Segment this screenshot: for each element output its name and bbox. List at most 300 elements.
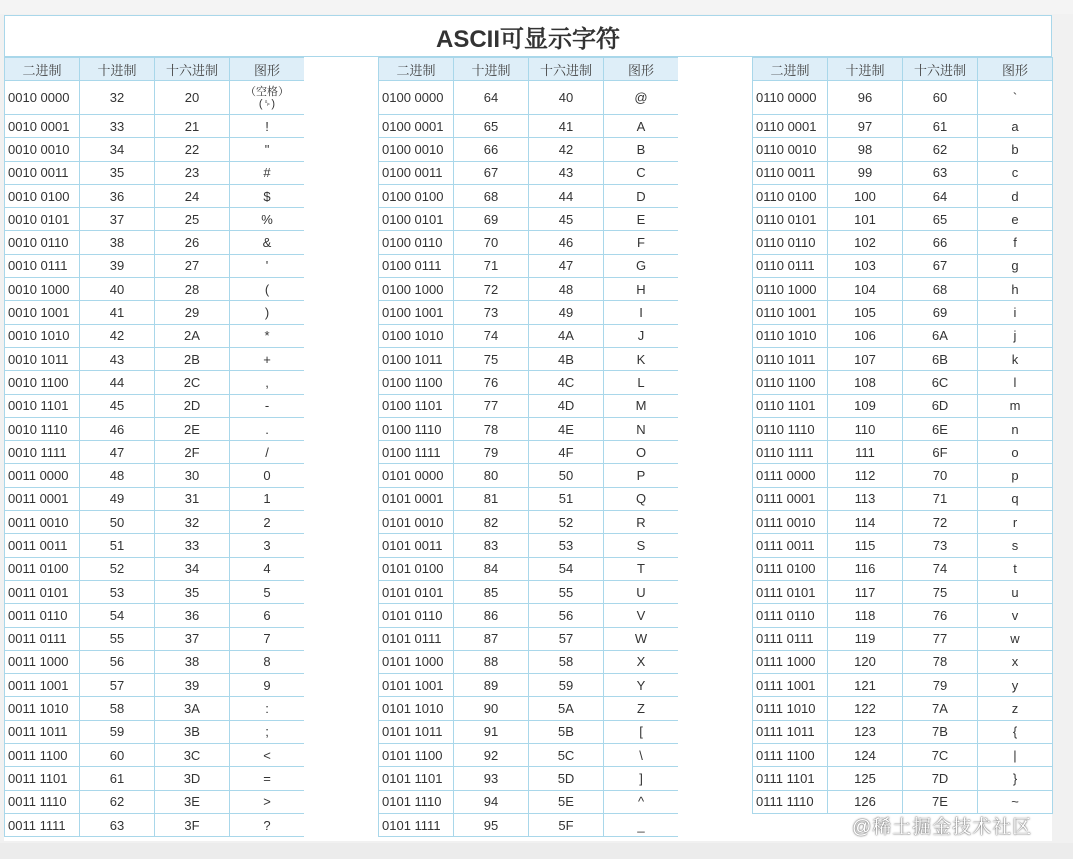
decimal-cell: 126 — [828, 790, 903, 813]
hex-cell: 25 — [155, 208, 230, 231]
decimal-cell: 36 — [80, 184, 155, 207]
binary-cell: 0010 0000 — [5, 81, 80, 115]
binary-cell: 0101 1011 — [379, 720, 454, 743]
header-decimal: 十进制 — [80, 58, 155, 81]
hex-cell: 68 — [903, 278, 978, 301]
decimal-cell: 88 — [454, 650, 529, 673]
decimal-cell: 116 — [828, 557, 903, 580]
decimal-cell: 69 — [454, 208, 529, 231]
bottom-bar — [0, 843, 1073, 859]
decimal-cell: 83 — [454, 534, 529, 557]
table-row — [379, 371, 679, 394]
hex-cell: 7E — [903, 790, 978, 813]
table-row — [5, 371, 305, 394]
glyph-cell: ) — [230, 301, 305, 324]
decimal-cell: 85 — [454, 580, 529, 603]
decimal-cell: 105 — [828, 301, 903, 324]
glyph-cell — [230, 81, 305, 115]
binary-cell: 0111 1101 — [753, 767, 828, 790]
glyph-cell: / — [230, 441, 305, 464]
watermark: @稀土掘金技术社区 — [852, 817, 1033, 838]
decimal-cell: 90 — [454, 697, 529, 720]
decimal-cell: 76 — [454, 371, 529, 394]
hex-cell: 21 — [155, 115, 230, 138]
table-row — [5, 208, 305, 231]
hex-cell: 49 — [529, 301, 604, 324]
hex-cell: 26 — [155, 231, 230, 254]
table-row — [5, 324, 305, 347]
ascii-table-3 — [752, 57, 1053, 814]
hex-cell: 55 — [529, 580, 604, 603]
table-row — [379, 767, 679, 790]
decimal-cell: 117 — [828, 580, 903, 603]
glyph-cell: _ — [604, 813, 679, 836]
decimal-cell: 65 — [454, 115, 529, 138]
binary-cell: 0011 0101 — [5, 580, 80, 603]
decimal-cell: 37 — [80, 208, 155, 231]
decimal-cell: 46 — [80, 417, 155, 440]
decimal-cell: 111 — [828, 441, 903, 464]
binary-cell: 0101 0101 — [379, 580, 454, 603]
glyph-cell: c — [978, 161, 1053, 184]
binary-cell: 0101 0000 — [379, 464, 454, 487]
glyph-cell: h — [978, 278, 1053, 301]
glyph-cell: v — [978, 604, 1053, 627]
glyph-cell: L — [604, 371, 679, 394]
glyph-cell: Q — [604, 487, 679, 510]
glyph-cell: s — [978, 534, 1053, 557]
binary-cell: 0101 0110 — [379, 604, 454, 627]
glyph-cell: N — [604, 417, 679, 440]
binary-cell: 0010 0101 — [5, 208, 80, 231]
binary-cell: 0110 0000 — [753, 81, 828, 115]
table-row — [379, 161, 679, 184]
table-row — [5, 441, 305, 464]
decimal-cell: 43 — [80, 347, 155, 370]
binary-cell: 0100 0010 — [379, 138, 454, 161]
binary-cell: 0011 1011 — [5, 720, 80, 743]
space-symbol: (␠) — [258, 97, 276, 110]
decimal-cell: 48 — [80, 464, 155, 487]
table-row — [379, 184, 679, 207]
hex-cell: 43 — [529, 161, 604, 184]
hex-cell: 70 — [903, 464, 978, 487]
decimal-cell: 35 — [80, 161, 155, 184]
binary-cell: 0011 1111 — [5, 813, 80, 836]
decimal-cell: 91 — [454, 720, 529, 743]
binary-cell: 0010 0010 — [5, 138, 80, 161]
hex-cell: 2D — [155, 394, 230, 417]
decimal-cell: 75 — [454, 347, 529, 370]
glyph-cell: r — [978, 511, 1053, 534]
table-row — [5, 278, 305, 301]
decimal-cell: 118 — [828, 604, 903, 627]
decimal-cell: 56 — [80, 650, 155, 673]
header-row — [379, 58, 679, 81]
binary-cell: 0100 1000 — [379, 278, 454, 301]
binary-cell: 0111 0011 — [753, 534, 828, 557]
table-row — [5, 674, 305, 697]
table-row — [379, 347, 679, 370]
binary-cell: 0011 0111 — [5, 627, 80, 650]
space-label: （空格） — [245, 85, 289, 98]
glyph-cell: ] — [604, 767, 679, 790]
table-row — [379, 115, 679, 138]
table-row — [5, 650, 305, 673]
decimal-cell: 112 — [828, 464, 903, 487]
glyph-cell: f — [978, 231, 1053, 254]
hex-cell: 2B — [155, 347, 230, 370]
hex-cell: 6E — [903, 417, 978, 440]
hex-cell: 4B — [529, 347, 604, 370]
glyph-cell: T — [604, 557, 679, 580]
table-row — [379, 301, 679, 324]
glyph-cell: b — [978, 138, 1053, 161]
table-row — [5, 184, 305, 207]
hex-cell: 52 — [529, 511, 604, 534]
decimal-cell: 78 — [454, 417, 529, 440]
table-row — [753, 417, 1053, 440]
glyph-cell: R — [604, 511, 679, 534]
glyph-cell: Z — [604, 697, 679, 720]
binary-cell: 0111 0001 — [753, 487, 828, 510]
binary-cell: 0110 1110 — [753, 417, 828, 440]
binary-cell: 0011 1000 — [5, 650, 80, 673]
table-row — [379, 813, 679, 836]
binary-cell: 0101 0011 — [379, 534, 454, 557]
hex-cell: 58 — [529, 650, 604, 673]
table-row — [379, 650, 679, 673]
decimal-cell: 114 — [828, 511, 903, 534]
binary-cell: 0110 1000 — [753, 278, 828, 301]
table-row — [5, 790, 305, 813]
table-row — [5, 627, 305, 650]
binary-cell: 0111 0100 — [753, 557, 828, 580]
decimal-cell: 82 — [454, 511, 529, 534]
hex-cell: 66 — [903, 231, 978, 254]
binary-cell: 0111 0110 — [753, 604, 828, 627]
binary-cell: 0101 1101 — [379, 767, 454, 790]
hex-cell: 73 — [903, 534, 978, 557]
table-row — [379, 417, 679, 440]
hex-cell: 61 — [903, 115, 978, 138]
decimal-cell: 33 — [80, 115, 155, 138]
hex-cell: 30 — [155, 464, 230, 487]
hex-cell: 36 — [155, 604, 230, 627]
glyph-cell: z — [978, 697, 1053, 720]
table-row — [753, 511, 1053, 534]
decimal-cell: 71 — [454, 254, 529, 277]
table-row — [5, 580, 305, 603]
header-binary: 二进制 — [379, 58, 454, 81]
binary-cell: 0011 0001 — [5, 487, 80, 510]
binary-cell: 0110 0010 — [753, 138, 828, 161]
table-row — [379, 464, 679, 487]
binary-cell: 0010 1100 — [5, 371, 80, 394]
hex-cell: 56 — [529, 604, 604, 627]
decimal-cell: 121 — [828, 674, 903, 697]
decimal-cell: 104 — [828, 278, 903, 301]
hex-cell: 51 — [529, 487, 604, 510]
glyph-cell: K — [604, 347, 679, 370]
glyph-cell: i — [978, 301, 1053, 324]
binary-cell: 0111 0101 — [753, 580, 828, 603]
hex-cell: 5D — [529, 767, 604, 790]
binary-cell: 0011 0011 — [5, 534, 80, 557]
header-glyph: 图形 — [230, 58, 305, 81]
glyph-cell: x — [978, 650, 1053, 673]
table-row — [753, 534, 1053, 557]
glyph-cell: 6 — [230, 604, 305, 627]
hex-cell: 32 — [155, 511, 230, 534]
decimal-cell: 100 — [828, 184, 903, 207]
binary-cell: 0100 1100 — [379, 371, 454, 394]
glyph-cell: E — [604, 208, 679, 231]
table-row — [753, 487, 1053, 510]
decimal-cell: 106 — [828, 324, 903, 347]
decimal-cell: 68 — [454, 184, 529, 207]
table-row — [379, 557, 679, 580]
glyph-cell: @ — [604, 81, 679, 115]
binary-cell: 0111 1110 — [753, 790, 828, 813]
glyph-cell: \ — [604, 744, 679, 767]
table-row — [5, 301, 305, 324]
table-row — [753, 371, 1053, 394]
table-row — [379, 534, 679, 557]
decimal-cell: 122 — [828, 697, 903, 720]
hex-cell: 60 — [903, 81, 978, 115]
binary-cell: 0100 0001 — [379, 115, 454, 138]
hex-cell: 50 — [529, 464, 604, 487]
decimal-cell: 32 — [80, 81, 155, 115]
glyph-cell: { — [978, 720, 1053, 743]
glyph-cell: ( — [230, 278, 305, 301]
table-row — [379, 511, 679, 534]
hex-cell: 5F — [529, 813, 604, 836]
table-row — [5, 604, 305, 627]
glyph-cell: p — [978, 464, 1053, 487]
hex-cell: 69 — [903, 301, 978, 324]
binary-cell: 0011 0100 — [5, 557, 80, 580]
hex-cell: 4E — [529, 417, 604, 440]
decimal-cell: 53 — [80, 580, 155, 603]
binary-cell: 0010 0001 — [5, 115, 80, 138]
decimal-cell: 86 — [454, 604, 529, 627]
hex-cell: 20 — [155, 81, 230, 115]
hex-cell: 3D — [155, 767, 230, 790]
binary-cell: 0100 0111 — [379, 254, 454, 277]
glyph-cell: l — [978, 371, 1053, 394]
decimal-cell: 101 — [828, 208, 903, 231]
decimal-cell: 61 — [80, 767, 155, 790]
hex-cell: 6B — [903, 347, 978, 370]
hex-cell: 4A — [529, 324, 604, 347]
hex-cell: 74 — [903, 557, 978, 580]
table-row — [753, 301, 1053, 324]
glyph-cell: & — [230, 231, 305, 254]
hex-cell: 7B — [903, 720, 978, 743]
binary-cell: 0110 1010 — [753, 324, 828, 347]
hex-cell: 41 — [529, 115, 604, 138]
table-row — [753, 208, 1053, 231]
table-row — [5, 557, 305, 580]
binary-cell: 0011 0000 — [5, 464, 80, 487]
glyph-cell: C — [604, 161, 679, 184]
binary-cell: 0010 0110 — [5, 231, 80, 254]
hex-cell: 64 — [903, 184, 978, 207]
glyph-cell: * — [230, 324, 305, 347]
table-row — [379, 324, 679, 347]
binary-cell: 0111 0111 — [753, 627, 828, 650]
decimal-cell: 115 — [828, 534, 903, 557]
table-row — [5, 81, 305, 115]
binary-cell: 0110 1100 — [753, 371, 828, 394]
table-row — [379, 208, 679, 231]
table-row — [5, 767, 305, 790]
binary-cell: 0100 1001 — [379, 301, 454, 324]
glyph-cell: = — [230, 767, 305, 790]
table-row — [379, 720, 679, 743]
hex-cell: 57 — [529, 627, 604, 650]
decimal-cell: 57 — [80, 674, 155, 697]
glyph-cell: , — [230, 371, 305, 394]
table-row — [753, 464, 1053, 487]
glyph-cell: " — [230, 138, 305, 161]
ascii-table-2 — [378, 57, 679, 837]
table-row — [753, 767, 1053, 790]
hex-cell: 62 — [903, 138, 978, 161]
glyph-cell: k — [978, 347, 1053, 370]
decimal-cell: 52 — [80, 557, 155, 580]
binary-cell: 0010 1101 — [5, 394, 80, 417]
decimal-cell: 113 — [828, 487, 903, 510]
decimal-cell: 108 — [828, 371, 903, 394]
table-row — [379, 81, 679, 115]
glyph-cell: I — [604, 301, 679, 324]
decimal-cell: 95 — [454, 813, 529, 836]
table-row — [5, 138, 305, 161]
glyph-cell: | — [978, 744, 1053, 767]
table-row — [753, 278, 1053, 301]
binary-cell: 0111 1100 — [753, 744, 828, 767]
binary-cell: 0100 0011 — [379, 161, 454, 184]
table-row — [753, 441, 1053, 464]
decimal-cell: 41 — [80, 301, 155, 324]
table-row — [753, 347, 1053, 370]
table-row — [753, 231, 1053, 254]
decimal-cell: 72 — [454, 278, 529, 301]
binary-cell: 0100 1101 — [379, 394, 454, 417]
glyph-cell: - — [230, 394, 305, 417]
table-row — [379, 790, 679, 813]
hex-cell: 5B — [529, 720, 604, 743]
glyph-cell: 4 — [230, 557, 305, 580]
decimal-cell: 59 — [80, 720, 155, 743]
decimal-cell: 77 — [454, 394, 529, 417]
hex-cell: 24 — [155, 184, 230, 207]
glyph-cell: ? — [230, 813, 305, 836]
hex-cell: 2E — [155, 417, 230, 440]
table-row — [753, 650, 1053, 673]
binary-cell: 0110 0101 — [753, 208, 828, 231]
binary-cell: 0111 1011 — [753, 720, 828, 743]
table-gap-2 — [678, 57, 752, 841]
hex-cell: 4F — [529, 441, 604, 464]
glyph-cell: 1 — [230, 487, 305, 510]
decimal-cell: 87 — [454, 627, 529, 650]
table-row — [5, 464, 305, 487]
glyph-cell: W — [604, 627, 679, 650]
hex-cell: 29 — [155, 301, 230, 324]
decimal-cell: 98 — [828, 138, 903, 161]
binary-cell: 0110 1001 — [753, 301, 828, 324]
decimal-cell: 94 — [454, 790, 529, 813]
glyph-cell: . — [230, 417, 305, 440]
hex-cell: 6F — [903, 441, 978, 464]
glyph-cell: 3 — [230, 534, 305, 557]
header-decimal: 十进制 — [454, 58, 529, 81]
binary-cell: 0011 1010 — [5, 697, 80, 720]
table-row — [753, 138, 1053, 161]
table-row — [379, 278, 679, 301]
table-row — [753, 394, 1053, 417]
binary-cell: 0010 1110 — [5, 417, 80, 440]
hex-cell: 7A — [903, 697, 978, 720]
hex-cell: 4C — [529, 371, 604, 394]
binary-cell: 0011 1101 — [5, 767, 80, 790]
hex-cell: 79 — [903, 674, 978, 697]
glyph-cell: [ — [604, 720, 679, 743]
glyph-cell: 5 — [230, 580, 305, 603]
decimal-cell: 70 — [454, 231, 529, 254]
hex-cell: 71 — [903, 487, 978, 510]
table-row — [379, 627, 679, 650]
table-row — [5, 161, 305, 184]
decimal-cell: 60 — [80, 744, 155, 767]
hex-cell: 39 — [155, 674, 230, 697]
table-row — [753, 557, 1053, 580]
table-row — [753, 674, 1053, 697]
decimal-cell: 51 — [80, 534, 155, 557]
glyph-cell: J — [604, 324, 679, 347]
hex-cell: 48 — [529, 278, 604, 301]
binary-cell: 0010 1010 — [5, 324, 80, 347]
table-row — [5, 394, 305, 417]
binary-cell: 0101 1100 — [379, 744, 454, 767]
decimal-cell: 58 — [80, 697, 155, 720]
decimal-cell: 93 — [454, 767, 529, 790]
binary-cell: 0011 1110 — [5, 790, 80, 813]
binary-cell: 0110 0011 — [753, 161, 828, 184]
table-row — [379, 697, 679, 720]
binary-cell: 0011 1001 — [5, 674, 80, 697]
table-row — [753, 697, 1053, 720]
binary-cell: 0101 0001 — [379, 487, 454, 510]
decimal-cell: 64 — [454, 81, 529, 115]
decimal-cell: 47 — [80, 441, 155, 464]
binary-cell: 0100 0100 — [379, 184, 454, 207]
glyph-cell: U — [604, 580, 679, 603]
table-row — [753, 254, 1053, 277]
binary-cell: 0101 0010 — [379, 511, 454, 534]
glyph-cell: n — [978, 417, 1053, 440]
table-row — [753, 790, 1053, 813]
header-binary: 二进制 — [5, 58, 80, 81]
binary-cell: 0010 1111 — [5, 441, 80, 464]
hex-cell: 2C — [155, 371, 230, 394]
decimal-cell: 84 — [454, 557, 529, 580]
hex-cell: 27 — [155, 254, 230, 277]
